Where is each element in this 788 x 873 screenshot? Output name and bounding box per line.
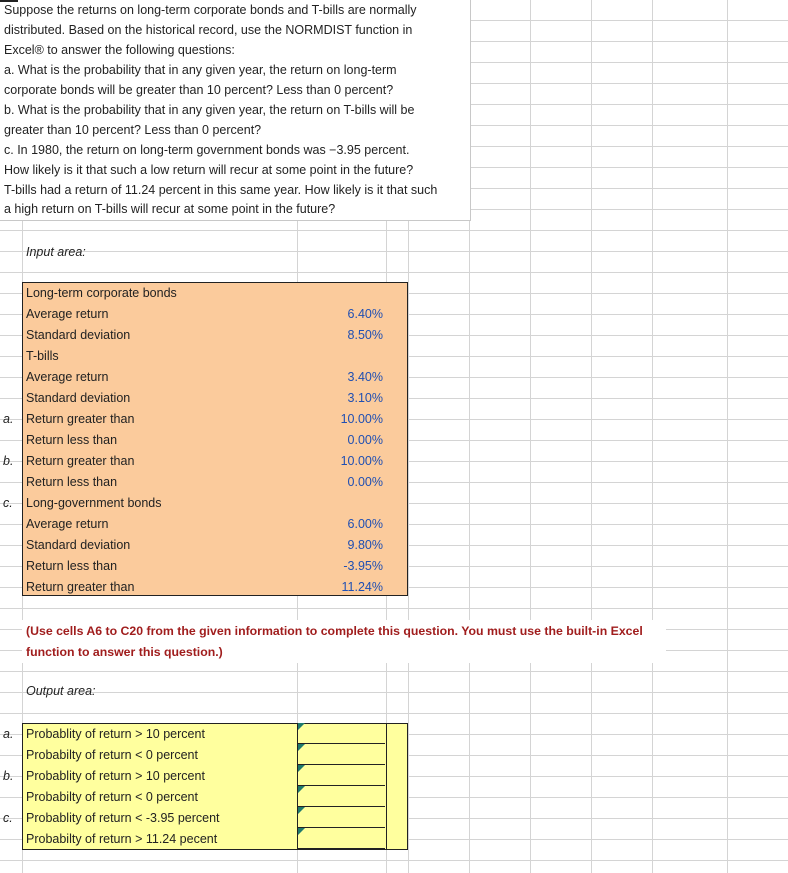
output-answer-cell[interactable] bbox=[298, 786, 385, 807]
output-area-heading[interactable]: Output area: bbox=[26, 684, 96, 698]
input-row-value[interactable]: 8.50% bbox=[347, 328, 383, 342]
output-answer-cell[interactable] bbox=[298, 828, 385, 849]
input-row-value[interactable]: 6.00% bbox=[347, 517, 383, 531]
formula-error-indicator-icon bbox=[298, 744, 305, 751]
input-row-value[interactable] bbox=[303, 283, 383, 304]
input-row-value[interactable]: 9.80% bbox=[347, 538, 383, 552]
input-row-label[interactable]: Average return bbox=[26, 307, 109, 321]
question-line: distributed. Based on the historical record, use the NORMDIST function in bbox=[4, 23, 413, 37]
output-row-letter: b. bbox=[3, 769, 14, 783]
output-answer-cell[interactable] bbox=[298, 744, 385, 765]
input-row-label[interactable]: Return greater than bbox=[26, 412, 135, 426]
input-row-label[interactable]: Return less than bbox=[26, 559, 118, 573]
input-row-value[interactable]: 11.24% bbox=[341, 580, 383, 594]
question-line: greater than 10 percent? Less than 0 percent? bbox=[4, 123, 262, 137]
input-row-value[interactable]: 3.10% bbox=[347, 391, 383, 405]
question-text-block bbox=[0, 0, 471, 221]
input-row-value[interactable]: 10.00% bbox=[340, 412, 383, 426]
input-row-label[interactable]: Return greater than bbox=[26, 580, 135, 594]
input-row-value[interactable] bbox=[303, 346, 383, 367]
question-line: c. In 1980, the return on long-term government bonds was −3.95 percent. bbox=[4, 143, 410, 157]
output-answer-cell[interactable] bbox=[298, 765, 385, 786]
output-answer-cell[interactable] bbox=[298, 807, 385, 828]
output-answer-column bbox=[297, 723, 387, 850]
output-row-label[interactable]: Probablity of return < -3.95 percent bbox=[26, 811, 220, 825]
input-row-value[interactable]: 3.40% bbox=[347, 370, 383, 384]
input-row-label[interactable]: Long-government bonds bbox=[26, 496, 162, 510]
input-row-value[interactable]: 6.40% bbox=[347, 307, 383, 321]
output-answer-cell[interactable] bbox=[298, 723, 385, 744]
question-line: T-bills had a return of 11.24 percent in this same year. How likely is it that such bbox=[4, 183, 438, 197]
input-row-letter: c. bbox=[3, 496, 13, 510]
output-row-label[interactable]: Probablity of return > 10 percent bbox=[26, 727, 205, 741]
question-line: b. What is the probability that in any given year, the return on T-bills will be bbox=[4, 103, 415, 117]
input-row-label[interactable]: Standard deviation bbox=[26, 391, 131, 405]
formula-error-indicator-icon bbox=[298, 807, 305, 814]
formula-error-indicator-icon bbox=[298, 765, 305, 772]
input-row-letter: a. bbox=[3, 412, 14, 426]
output-row-label[interactable]: Probabilty of return < 0 percent bbox=[26, 748, 198, 762]
input-row-value[interactable] bbox=[303, 493, 383, 514]
question-line: How likely is it that such a low return will recur at some point in the future? bbox=[4, 163, 414, 177]
input-row-label[interactable]: Standard deviation bbox=[26, 538, 131, 552]
input-row-letter: b. bbox=[3, 454, 14, 468]
instruction-note[interactable] bbox=[22, 620, 666, 663]
question-line: corporate bonds will be greater than 10 percent? Less than 0 percent? bbox=[4, 83, 394, 97]
output-row-label[interactable]: Probabilty of return < 0 percent bbox=[26, 790, 198, 804]
question-line: a. What is the probability that in any given year, the return on long-term bbox=[4, 63, 397, 77]
input-row-value[interactable]: 10.00% bbox=[340, 454, 383, 468]
input-row-label[interactable]: Long-term corporate bonds bbox=[26, 286, 177, 300]
input-row-label[interactable]: Standard deviation bbox=[26, 328, 131, 342]
input-row-label[interactable]: Average return bbox=[26, 370, 109, 384]
formula-error-indicator-icon bbox=[298, 786, 305, 793]
input-row-label[interactable]: Average return bbox=[26, 517, 109, 531]
formula-error-indicator-icon bbox=[298, 828, 305, 835]
question-line: Suppose the returns on long-term corporate bonds and T-bills are normally bbox=[4, 3, 417, 17]
output-row-label[interactable]: Probabilty of return > 11.24 pecent bbox=[26, 832, 218, 846]
input-row-label[interactable]: Return less than bbox=[26, 475, 118, 489]
output-row-letter: a. bbox=[3, 727, 14, 741]
input-row-value[interactable]: -3.95% bbox=[343, 559, 383, 573]
output-row-label[interactable]: Probablity of return > 10 percent bbox=[26, 769, 205, 783]
input-area-heading[interactable]: Input area: bbox=[26, 245, 86, 259]
input-row-value[interactable]: 0.00% bbox=[347, 433, 383, 447]
instruction-note-line: (Use cells A6 to C20 from the given information to complete this question. You must use the built-in Excel bbox=[26, 624, 643, 638]
question-line: Excel® to answer the following questions: bbox=[4, 43, 235, 57]
input-row-value[interactable]: 0.00% bbox=[347, 475, 383, 489]
input-row-label[interactable]: Return greater than bbox=[26, 454, 135, 468]
input-row-label[interactable]: T-bills bbox=[26, 349, 59, 363]
instruction-note-line: function to answer this question.) bbox=[26, 645, 223, 659]
output-row-letter: c. bbox=[3, 811, 13, 825]
formula-error-indicator-icon bbox=[298, 723, 305, 730]
input-row-label[interactable]: Return less than bbox=[26, 433, 118, 447]
question-line: a high return on T-bills will recur at some point in the future? bbox=[4, 202, 336, 216]
